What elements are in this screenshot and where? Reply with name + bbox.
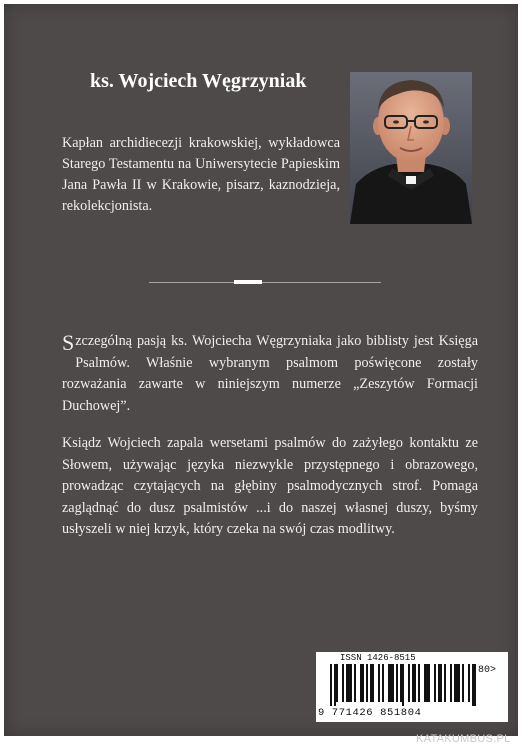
- barcode-number: 9 771426 851804: [318, 707, 422, 719]
- barcode-bar: [390, 664, 392, 702]
- barcode-bar: [414, 664, 416, 702]
- author-portrait-icon: [350, 72, 472, 224]
- barcode-bar: [402, 664, 404, 706]
- barcode-bar: [346, 664, 348, 702]
- watermark: KATAKUMBUS.PL: [416, 733, 511, 745]
- barcode-bar: [366, 664, 368, 702]
- author-bio: Kapłan archidiecezji krakowskiej, wykładowca Starego Testamentu na Uniwersytecie Papieskim Jana Pawła II w Krakowie, pisarz, kaznodzieja, rekolekcjonista.: [62, 135, 340, 214]
- barcode-bar: [444, 664, 446, 702]
- barcode-bar: [454, 664, 456, 702]
- author-name: ks. Wojciech Węgrzyniak: [90, 70, 307, 92]
- barcode-icon: [330, 664, 480, 706]
- barcode-bar: [434, 664, 436, 702]
- barcode-bar: [458, 664, 460, 702]
- divider-line: [149, 282, 381, 283]
- barcode-bar: [350, 664, 352, 702]
- barcode-bar: [472, 664, 474, 706]
- barcode-bar: [426, 664, 428, 702]
- barcode-bar: [474, 664, 476, 706]
- issn-label: ISSN 1426-8515: [340, 653, 416, 663]
- barcode-bar: [438, 664, 440, 702]
- barcode-bar: [378, 664, 380, 702]
- description-paragraph-2: Ksiądz Wojciech zapala wersetami psalmów do zażyłego kontaktu ze Słowem, używając języka niezwykle przystępnego i obrazowego, prowadząc czytających na głębiny psalmodycznych strof. Pomaga zaglądnąć do dusz psalmistów ...i do naszej własnej duszy, byśmy usłyszeli w niej krzyk, który czeka na swój czas modlitwy.: [62, 435, 478, 538]
- barcode-bar: [400, 664, 402, 702]
- barcode-bar: [382, 664, 384, 702]
- barcode-bar: [450, 664, 452, 702]
- barcode-bar: [424, 664, 426, 702]
- barcode-bar: [396, 664, 398, 702]
- barcode-bar: [392, 664, 394, 702]
- barcode-bar: [342, 664, 344, 702]
- divider-mark: [234, 280, 262, 284]
- barcode-bar: [408, 664, 410, 702]
- barcode-bar: [456, 664, 458, 702]
- barcode-bar: [388, 664, 390, 702]
- description-paragraph-1-text: zczególną pasją ks. Wojciecha Węgrzyniaka jako biblisty jest Księga Psalmów. Właśnie wybranym psalmom poświęcone zostały rozważania zawarte w niniejszym numerze „Zeszytów Formacji Duchowej”.: [62, 333, 478, 414]
- author-photo: [350, 72, 472, 224]
- description-paragraph-1: [62, 331, 478, 417]
- barcode-bar: [334, 664, 336, 706]
- barcode-bar: [354, 664, 356, 702]
- barcode-bar: [412, 664, 414, 702]
- barcode-bar: [360, 664, 362, 702]
- issue-number: 80>: [478, 665, 497, 676]
- barcode-bar: [468, 664, 470, 702]
- barcode-bar: [418, 664, 420, 702]
- barcode-bar: [440, 664, 442, 702]
- barcode-bar: [370, 664, 372, 702]
- barcode-bar: [348, 664, 350, 702]
- barcode-bar: [462, 664, 464, 702]
- barcode-bar: [428, 664, 430, 702]
- barcode-bar: [330, 664, 332, 706]
- barcode-bar: [336, 664, 338, 702]
- barcode-bar: [362, 664, 364, 702]
- barcode-bar: [372, 664, 374, 702]
- drop-cap: S: [62, 330, 75, 355]
